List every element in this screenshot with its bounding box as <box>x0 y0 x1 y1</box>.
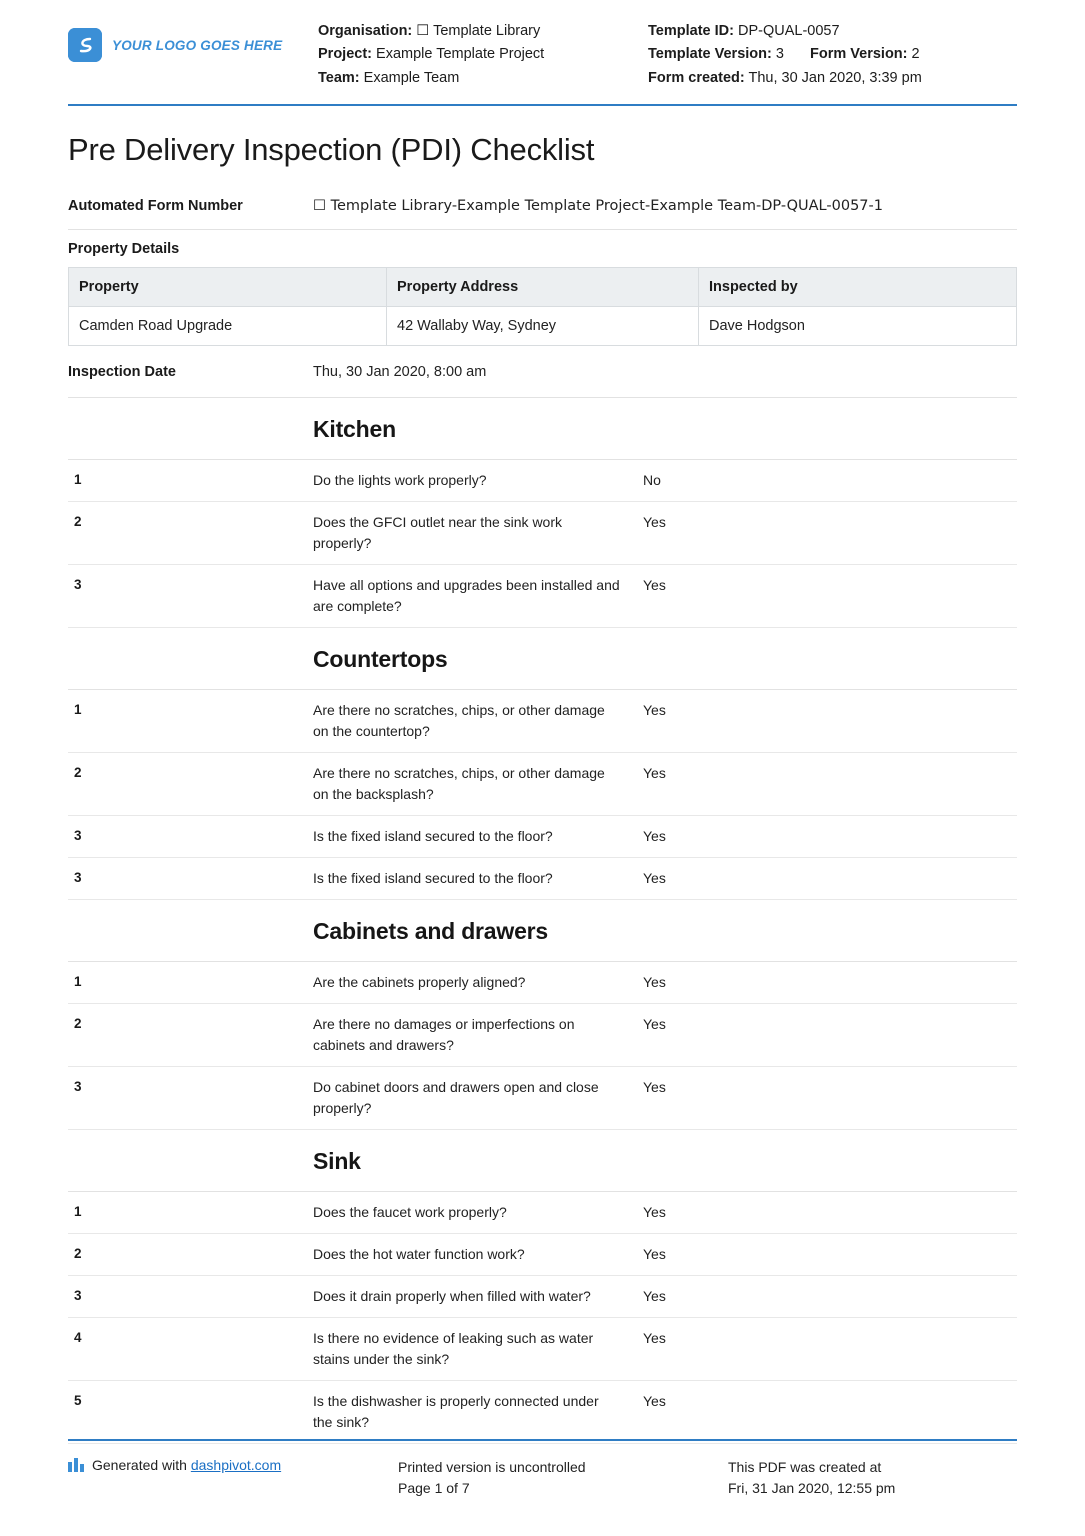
header-template-block <box>648 20 1017 90</box>
item-question: Does it drain properly when filled with water? <box>313 1288 591 1305</box>
item-number: 2 <box>74 1016 82 1032</box>
item-question: Is the dishwasher is properly connected under the sink? <box>313 1393 599 1431</box>
header-project-value: Example Template Project <box>376 46 545 63</box>
item-question: Have all options and upgrades been installed and are complete? <box>313 577 620 615</box>
inspection-date-label: Inspection Date <box>68 364 176 381</box>
item-number: 3 <box>74 828 82 844</box>
header-team-value: Example Team <box>363 69 460 86</box>
item-answer: Yes <box>643 1079 666 1096</box>
header-team-label: Team: <box>318 69 360 86</box>
header-project-label: Project: <box>318 46 372 63</box>
checklist-item <box>68 962 1017 1004</box>
checklist-item <box>68 1234 1017 1276</box>
dashpivot-link[interactable]: dashpivot.com <box>190 1456 282 1473</box>
cell-property-address: 42 Wallaby Way, Sydney <box>387 307 699 346</box>
item-question: Is there no evidence of leaking such as water stains under the sink? <box>313 1330 594 1368</box>
item-number: 1 <box>74 472 82 488</box>
checklist-item <box>68 1276 1017 1318</box>
item-answer: Yes <box>643 870 666 887</box>
header-organisation-value: ☐ Template Library <box>416 23 541 39</box>
checklist-item <box>68 816 1017 858</box>
footer-created-value: Fri, 31 Jan 2020, 12:55 pm <box>728 1480 896 1497</box>
item-question: Is the fixed island secured to the floor? <box>313 870 553 887</box>
property-details-table <box>68 267 1017 346</box>
table-row <box>69 307 1017 346</box>
item-number: 3 <box>74 1288 82 1304</box>
item-answer: Yes <box>643 828 666 845</box>
item-answer: Yes <box>643 1016 666 1033</box>
cell-inspected-by: Dave Hodgson <box>699 307 1017 346</box>
inspection-date-row <box>68 346 1017 398</box>
automated-form-number-value: ☐ Template Library-Example Template Project-Example Team-DP-QUAL-0057-1 <box>313 198 883 215</box>
header-form-created-label: Form created: <box>648 69 745 86</box>
footer-uncontrolled-text: Printed version is uncontrolled <box>398 1458 586 1475</box>
checklist-item <box>68 460 1017 502</box>
page-title: Pre Delivery Inspection (PDI) Checklist <box>68 132 595 168</box>
header-org-block <box>318 20 648 90</box>
automated-form-number-label: Automated Form Number <box>68 198 243 215</box>
item-question: Are there no scratches, chips, or other damage on the backsplash? <box>313 765 605 803</box>
item-answer: Yes <box>643 577 666 594</box>
header-team-line <box>318 67 648 90</box>
header-project-line <box>318 43 648 66</box>
header-template-version-label: Template Version: <box>648 46 772 63</box>
header-template-id-label: Template ID: <box>648 23 734 39</box>
checklist-item <box>68 690 1017 753</box>
item-question: Does the GFCI outlet near the sink work properly? <box>313 514 562 552</box>
item-number: 1 <box>74 974 82 990</box>
item-question: Is the fixed island secured to the floor? <box>313 828 553 845</box>
item-answer: Yes <box>643 1246 666 1263</box>
footer-generated-text <box>92 1457 281 1473</box>
item-answer: Yes <box>643 514 666 531</box>
item-number: 3 <box>74 577 82 593</box>
item-question: Are there no damages or imperfections on cabinets and drawers? <box>313 1016 575 1054</box>
column-header-inspected-by: Inspected by <box>699 268 1017 307</box>
item-question: Are the cabinets properly aligned? <box>313 974 526 991</box>
section-title-countertops: Countertops <box>68 628 1017 690</box>
item-question: Does the faucet work properly? <box>313 1204 507 1221</box>
header-organisation-line <box>318 20 648 43</box>
item-answer: Yes <box>643 1330 666 1347</box>
checklist-item <box>68 753 1017 816</box>
checklist-item <box>68 1381 1017 1444</box>
item-number: 4 <box>74 1330 82 1346</box>
document-header <box>68 0 1017 106</box>
company-logo-icon <box>68 28 102 62</box>
header-form-version-label: Form Version: <box>810 46 908 63</box>
inspection-date-value: Thu, 30 Jan 2020, 8:00 am <box>313 364 487 381</box>
item-answer: No <box>643 472 661 489</box>
chart-bars-icon <box>68 1457 84 1475</box>
logo <box>68 20 318 62</box>
item-answer: Yes <box>643 1204 666 1221</box>
item-question: Do cabinet doors and drawers open and close properly? <box>313 1079 599 1117</box>
section-title-kitchen: Kitchen <box>68 398 1017 460</box>
item-answer: Yes <box>643 974 666 991</box>
header-template-version-value: 3 <box>775 46 784 63</box>
footer-print-block <box>398 1457 728 1500</box>
item-question: Do the lights work properly? <box>313 472 487 489</box>
footer-page-number: Page 1 of 7 <box>398 1480 470 1497</box>
column-header-property-address: Property Address <box>387 268 699 307</box>
checklist-item <box>68 858 1017 900</box>
footer-generated-prefix: Generated with <box>92 1456 191 1473</box>
item-number: 1 <box>74 702 82 718</box>
item-question: Are there no scratches, chips, or other damage on the countertop? <box>313 702 605 740</box>
header-form-version-value: 2 <box>911 46 920 63</box>
item-number: 2 <box>74 1246 82 1262</box>
footer-generated-block <box>68 1457 398 1500</box>
item-number: 2 <box>74 514 82 530</box>
checklist-item <box>68 502 1017 565</box>
header-form-created-line <box>648 67 1017 90</box>
item-answer: Yes <box>643 1288 666 1305</box>
header-template-id-line <box>648 20 1017 43</box>
item-answer: Yes <box>643 765 666 782</box>
table-header-row <box>69 268 1017 307</box>
property-details-label: Property Details <box>68 241 180 258</box>
footer-created-label: This PDF was created at <box>728 1458 882 1475</box>
item-number: 1 <box>74 1204 82 1220</box>
item-answer: Yes <box>643 1393 666 1410</box>
checklist-item <box>68 1192 1017 1234</box>
item-number: 3 <box>74 870 82 886</box>
item-question: Does the hot water function work? <box>313 1246 525 1263</box>
logo-text: YOUR LOGO GOES HERE <box>112 37 283 53</box>
item-number: 2 <box>74 765 82 781</box>
section-title-sink: Sink <box>68 1130 1017 1192</box>
column-header-property: Property <box>69 268 387 307</box>
section-title-cabinets-and-drawers: Cabinets and drawers <box>68 900 1017 962</box>
document-footer <box>68 1439 1017 1500</box>
header-form-created-value: Thu, 30 Jan 2020, 3:39 pm <box>748 69 922 86</box>
item-number: 3 <box>74 1079 82 1095</box>
checklist-item <box>68 1318 1017 1381</box>
item-number: 5 <box>74 1393 82 1409</box>
item-answer: Yes <box>643 702 666 719</box>
cell-property: Camden Road Upgrade <box>69 307 387 346</box>
header-versions-line <box>648 43 1017 66</box>
automated-form-number-row <box>68 190 1017 230</box>
checklist-item <box>68 1067 1017 1130</box>
footer-created-block <box>728 1457 1017 1500</box>
checklist-item <box>68 565 1017 628</box>
checklist-item <box>68 1004 1017 1067</box>
header-template-id-value: DP-QUAL-0057 <box>737 23 840 39</box>
header-organisation-label: Organisation: <box>318 23 413 39</box>
